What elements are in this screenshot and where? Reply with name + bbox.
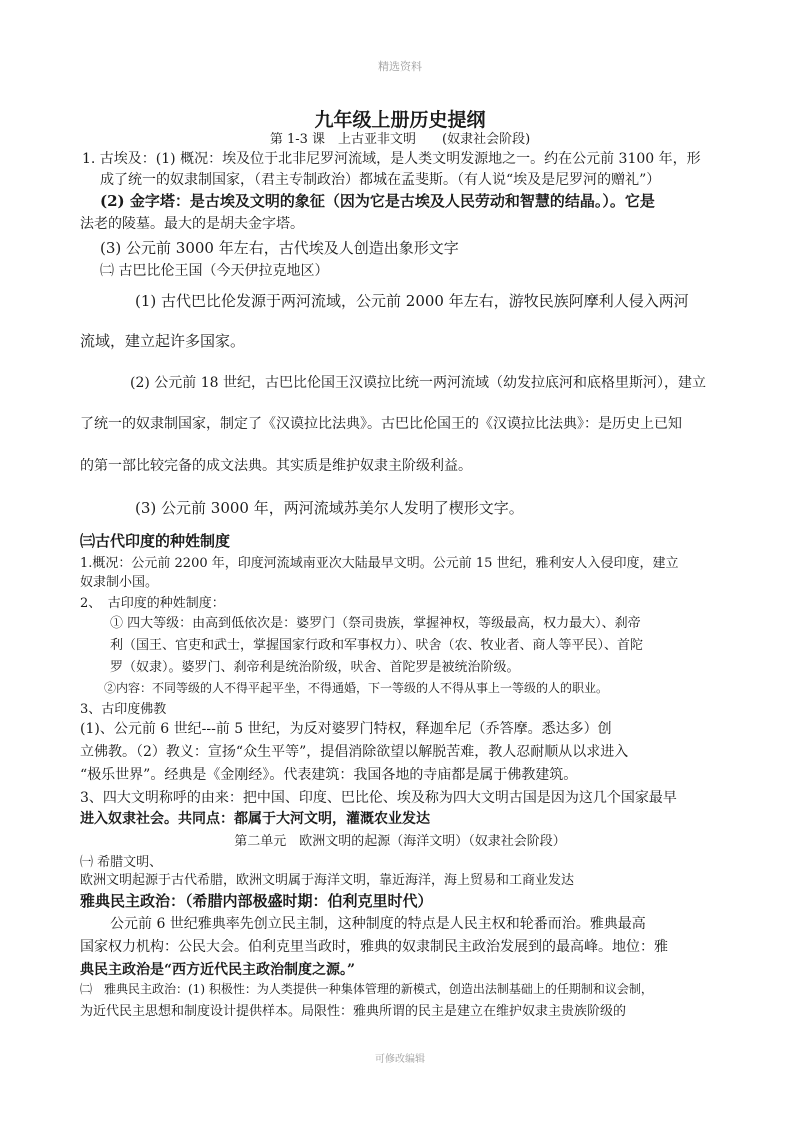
text-line: 1.概况：公元前 2200 年，印度河流域南亚次大陆最早文明。公元前 15 世纪，雅利安人入侵印度，建立 <box>80 556 679 571</box>
text-line: 流域，建立起许多国家。 <box>80 332 246 350</box>
text-line: 法老的陵墓。最大的是胡夫金字塔。 <box>80 216 304 232</box>
text-line: (3) 公元前 3000 年，两河流域苏美尔人发明了楔形文字。 <box>135 499 524 517</box>
page-header: 精选资料 <box>378 60 422 73</box>
text-line: ㈡ 古巴比伦王国（今天伊拉克地区） <box>100 263 329 279</box>
page-footer: 可修改编辑 <box>375 1054 425 1065</box>
text-line: ① 四大等级：由高到低依次是：婆罗门（祭司贵族，掌握神权，等级最高，权力最大）、刹帝 <box>110 616 641 631</box>
text-line: (1)、公元前 6 世纪---前 5 世纪，为反对婆罗门特权，释迦牟尼（乔答摩。悉达多）创 <box>80 721 612 737</box>
text-line: “极乐世界”。经典是《金刚经》。代表建筑：我国各地的寺庙都是属于佛教建筑。 <box>80 767 578 783</box>
unit1-heading: 第 1-3 课 上古亚非文明 (奴隶社会阶段) <box>269 132 531 147</box>
text-line: (2) 公元前 18 世纪，古巴比伦国王汉谟拉比统一两河流域（幼发拉底河和底格里斯河），建立 <box>130 375 706 391</box>
text-line: 进入奴隶社会。共同点：都属于大河文明，灌溉农业发达 <box>80 811 430 827</box>
text-line: 利（国王、官吏和武士，掌握国家行政和军事权力）、吠舍（农、牧业者、商人等平民）、首陀 <box>110 638 644 653</box>
text-line: ㈡ 雅典民主政治：(1) 积极性：为人类提供一种集体管理的新模式，创造出法制基础上的任期制和议会制， <box>80 982 653 996</box>
text-line: 了统一的奴隶制国家，制定了《汉谟拉比法典》。古巴比伦国王的《汉谟拉比法典》：是历史上已知 <box>80 416 682 432</box>
text-line: 奴隶制小国。 <box>80 575 159 590</box>
text-line: 成了统一的奴隶制国家，（君主专制政治）都城在孟斐斯。（有人说“埃及是尼罗河的赠礼”） <box>100 172 661 188</box>
text-line: 欧洲文明起源于古代希腊，欧洲文明属于海洋文明，靠近海洋，海上贸易和工商业发达 <box>80 873 575 888</box>
text-line: 立佛教。（2）教义：宣扬“众生平等”，提倡消除欲望以解脱苦难，教人忍耐顺从以求进入 <box>80 744 629 760</box>
text-line: 罗（奴隶）。婆罗门、刹帝利是统治阶级，吠舍、首陀罗是被统治阶级。 <box>110 660 520 675</box>
text-line: (2) 金字塔：是古埃及文明的象征（因为它是古埃及人民劳动和智慧的结晶。）。它是 <box>100 192 655 210</box>
text-line: 3、四大文明称呼的由来：把中国、印度、巴比伦、埃及称为四大文明古国是因为这几个国家最早 <box>80 790 677 806</box>
text-line: 的第一部比较完备的成文法典。其实质是维护奴隶主阶级利益。 <box>80 458 472 474</box>
text-line: 公元前 6 世纪雅典率先创立民主制，这种制度的特点是人民主权和轮番而治。雅典最高 <box>110 916 646 932</box>
text-line: 1. 古埃及：(1) 概况：埃及位于北非尼罗河流域，是人类文明发源地之一。约在公元前 3100 年，形 <box>82 151 701 167</box>
text-line: 3、古印度佛教 <box>80 702 167 717</box>
document-title: 九年级上册历史提纲 <box>314 109 486 131</box>
section-heading: 雅典民主政治：（希腊内部极盛时期：伯利克里时代） <box>80 892 433 910</box>
text-line: (1) 古代巴比伦发源于两河流域，公元前 2000 年左右，游牧民族阿摩利人侵入两河 <box>135 292 689 310</box>
text-line: ㈠ 希腊文明、 <box>80 855 163 870</box>
section-heading: ㈢古代印度的种姓制度 <box>80 532 231 550</box>
unit2-heading: 第二单元 欧洲文明的起源（海洋文明）（奴隶社会阶段） <box>234 834 566 849</box>
text-line: 典民主政治是“西方近代民主政治制度之源。” <box>80 962 356 978</box>
text-line: 国家权力机构：公民大会。伯利克里当政时，雅典的奴隶制民主政治发展到的最高峰。地位：雅 <box>80 939 668 955</box>
text-line: 2、 古印度的种姓制度： <box>80 596 225 611</box>
text-line: (3) 公元前 3000 年左右，古代埃及人创造出象形文字 <box>100 239 459 257</box>
text-line: ②内容：不同等级的人不得平起平坐，不得通婚，下一等级的人不得从事上一等级的人的职业。 <box>104 681 609 695</box>
text-line: 为近代民主思想和制度设计提供样本。局限性：雅典所谓的民主是建立在维护奴隶主贵族阶级的 <box>80 1004 627 1019</box>
